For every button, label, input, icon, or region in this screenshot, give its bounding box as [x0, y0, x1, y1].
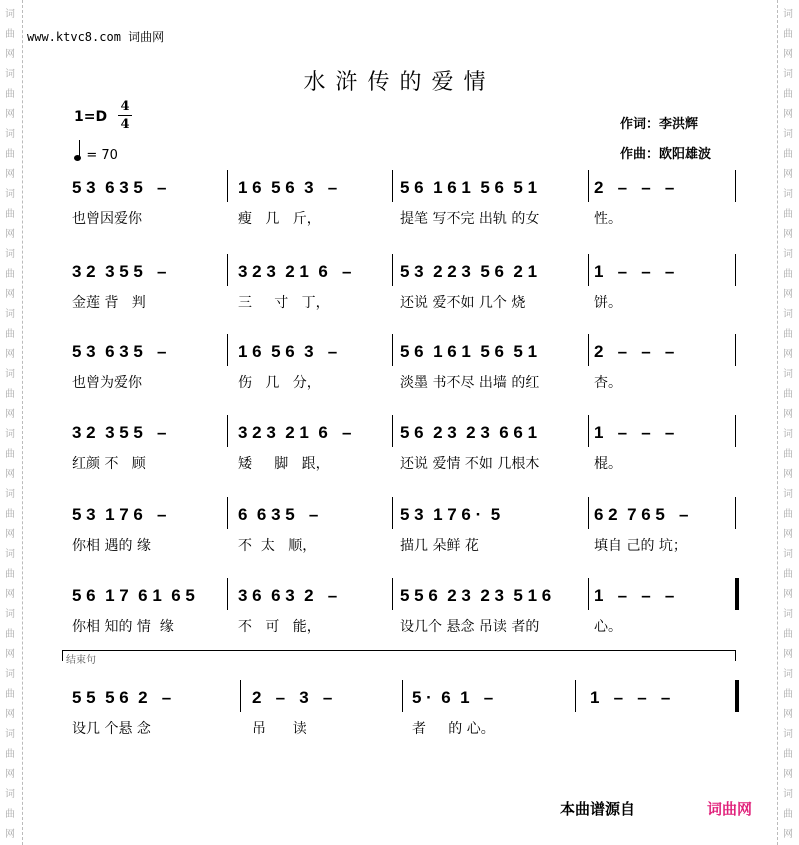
score-line — [0, 178, 799, 238]
watermark-text: 词 曲 网 — [783, 669, 793, 720]
key-signature: 1=D — [74, 109, 108, 125]
tempo-value: = 70 — [86, 148, 118, 163]
score-line — [0, 262, 799, 322]
tempo-marking — [74, 143, 118, 163]
measure-lyrics: 吊 读 — [252, 721, 307, 737]
watermark-text: 词 曲 网 — [5, 9, 15, 60]
measure-lyrics: 你相 遇的 缘 — [72, 538, 151, 554]
measure-notes: 1 – – – — [590, 688, 671, 707]
measure-notes: 5 6 1 7 6 1 6 5 — [72, 586, 195, 605]
watermark-text: 词 曲 网 — [5, 549, 15, 600]
ending-label: 结束句 — [66, 655, 96, 666]
measure-lyrics: 也曾为爱你 — [72, 375, 142, 391]
measure-notes: 2 – – – — [594, 178, 675, 197]
watermark-text: 词 曲 网 — [783, 9, 793, 60]
measure-notes: 1 6 5 6 3 – — [238, 342, 338, 361]
measure-lyrics: 淡墨 书不尽 出墙 的红 — [400, 375, 540, 391]
measure-lyrics: 杏。 — [594, 375, 622, 391]
measure-notes: 1 – – – — [594, 586, 675, 605]
lyricist: 作词：李洪辉 — [620, 117, 699, 132]
measure-lyrics: 提笔 写不完 出轨 的女 — [400, 211, 540, 227]
measure-notes: 5 3 6 3 5 – — [72, 178, 167, 197]
barline — [735, 170, 736, 202]
measure-lyrics: 填自 己的 坑； — [594, 538, 687, 554]
measure-lyrics: 不 太 顺， — [238, 538, 317, 554]
measure-notes: 2 – – – — [594, 342, 675, 361]
watermark-text: 词 曲 网 — [783, 309, 793, 360]
measure-lyrics: 伤 几 分， — [238, 375, 321, 391]
watermark-text: 词 曲 网 — [5, 669, 15, 720]
measure-lyrics: 棍。 — [594, 456, 622, 472]
song-title: 水浒传的爱情 — [303, 70, 496, 95]
measure-notes: 2 – 3 – — [252, 688, 333, 707]
watermark-text: 词 曲 网 — [783, 189, 793, 240]
barline — [588, 334, 589, 366]
watermark-text: 词 曲 网 — [5, 249, 15, 300]
barline — [392, 254, 393, 286]
watermark-text: 词 曲 网 — [783, 69, 793, 120]
measure-notes: 3 2 3 5 5 – — [72, 423, 167, 442]
site-header: www.ktvc8.com 词曲网 — [27, 30, 165, 44]
measure-lyrics: 者 的 心。 — [412, 721, 495, 737]
score-line — [0, 342, 799, 402]
watermark-text: 词 曲 网 — [783, 729, 793, 780]
measure-notes: 5 5 6 2 3 2 3 5 1 6 — [400, 586, 552, 605]
barline — [402, 680, 403, 712]
time-signature — [118, 99, 132, 132]
watermark-text: 词 曲 网 — [5, 309, 15, 360]
score-line — [0, 688, 799, 748]
measure-notes: 5 3 2 2 3 5 6 2 1 — [400, 262, 538, 281]
barline — [227, 254, 228, 286]
watermark-text: 词 曲 网 — [783, 369, 793, 420]
barline — [227, 497, 228, 529]
watermark-text: 词 曲 网 — [5, 789, 15, 840]
barline — [392, 334, 393, 366]
measure-lyrics: 设几个 悬念 吊读 者的 — [400, 619, 540, 635]
time-numerator: 4 — [120, 99, 130, 114]
score-line — [0, 586, 799, 646]
watermark-text: 词 曲 网 — [783, 609, 793, 660]
measure-lyrics: 瘦 几 斤， — [238, 211, 321, 227]
barline — [588, 497, 589, 529]
composer: 作曲：欧阳雄波 — [620, 147, 712, 162]
watermark-text: 词 曲 网 — [783, 249, 793, 300]
measure-lyrics: 还说 爱不如 几个 烧 — [400, 295, 526, 311]
measure-notes: 3 2 3 2 1 6 – — [238, 423, 352, 442]
watermark-text: 词 曲 网 — [5, 609, 15, 660]
score-line — [0, 505, 799, 565]
measure-notes: 1 6 5 6 3 – — [238, 178, 338, 197]
measure-lyrics: 你相 知的 情 缘 — [72, 619, 174, 635]
score-line — [0, 423, 799, 483]
measure-lyrics: 性。 — [594, 211, 622, 227]
measure-notes: 3 2 3 2 1 6 – — [238, 262, 352, 281]
barline — [588, 254, 589, 286]
measure-notes: 1 – – – — [594, 262, 675, 281]
barline — [588, 578, 589, 610]
measure-notes: 6 6 3 5 – — [238, 505, 319, 524]
measure-notes: 5 5 5 6 2 – — [72, 688, 172, 707]
watermark-text: 词 曲 网 — [783, 129, 793, 180]
barline — [392, 415, 393, 447]
measure-notes: 3 2 3 5 5 – — [72, 262, 167, 281]
measure-notes: 5 · 6 1 – — [412, 688, 494, 707]
measure-lyrics: 心。 — [594, 619, 622, 635]
measure-lyrics: 三 寸 丁， — [238, 295, 330, 311]
barline — [735, 254, 736, 286]
measure-lyrics: 饼。 — [594, 295, 622, 311]
barline — [588, 415, 589, 447]
barline — [392, 170, 393, 202]
watermark-text: 词 曲 网 — [5, 489, 15, 540]
measure-lyrics: 不 可 能， — [238, 619, 321, 635]
watermark-text: 词 曲 网 — [5, 129, 15, 180]
measure-lyrics: 矮 脚 跟， — [238, 456, 330, 472]
measure-notes: 3 6 6 3 2 – — [238, 586, 338, 605]
measure-lyrics: 也曾因爱你 — [72, 211, 142, 227]
barline — [575, 680, 576, 712]
barline — [227, 578, 228, 610]
barline — [588, 170, 589, 202]
measure-lyrics: 设几 个悬 念 — [72, 721, 151, 737]
source-label: 本曲谱源自 — [560, 800, 636, 818]
watermark-text: 词 曲 网 — [5, 429, 15, 480]
measure-notes: 5 3 1 7 6 – — [72, 505, 167, 524]
final-barline — [735, 578, 739, 610]
watermark-text: 词 曲 网 — [783, 429, 793, 480]
barline — [392, 497, 393, 529]
watermark-text: 词 曲 网 — [783, 489, 793, 540]
watermark-text: 词 曲 网 — [5, 369, 15, 420]
barline — [240, 680, 241, 712]
measure-lyrics: 描几 朵鲜 花 — [400, 538, 479, 554]
measure-notes: 6 2 7 6 5 – — [594, 505, 689, 524]
barline — [392, 578, 393, 610]
watermark-text: 词 曲 网 — [5, 729, 15, 780]
measure-lyrics: 还说 爱情 不如 几根木 — [400, 456, 540, 472]
watermark-text: 词 曲 网 — [783, 789, 793, 840]
barline — [227, 415, 228, 447]
watermark-text: 词 曲 网 — [5, 189, 15, 240]
measure-notes: 5 3 1 7 6 · 5 — [400, 505, 501, 524]
barline — [735, 415, 736, 447]
time-denominator: 4 — [120, 117, 130, 132]
measure-lyrics: 红颜 不 顾 — [72, 456, 146, 472]
measure-notes: 1 – – – — [594, 423, 675, 442]
watermark-text: 词 曲 网 — [783, 549, 793, 600]
ending-bracket — [62, 650, 736, 661]
measure-notes: 5 6 2 3 2 3 6 6 1 — [400, 423, 538, 442]
final-barline — [735, 680, 739, 712]
measure-lyrics: 金莲 背 判 — [72, 295, 146, 311]
source-brand-link[interactable]: 词曲网 — [707, 800, 753, 818]
measure-notes: 5 6 1 6 1 5 6 5 1 — [400, 178, 538, 197]
barline — [735, 497, 736, 529]
watermark-text: 词 曲 网 — [5, 69, 15, 120]
measure-notes: 5 3 6 3 5 – — [72, 342, 167, 361]
barline — [227, 334, 228, 366]
measure-notes: 5 6 1 6 1 5 6 5 1 — [400, 342, 538, 361]
barline — [227, 170, 228, 202]
barline — [735, 334, 736, 366]
